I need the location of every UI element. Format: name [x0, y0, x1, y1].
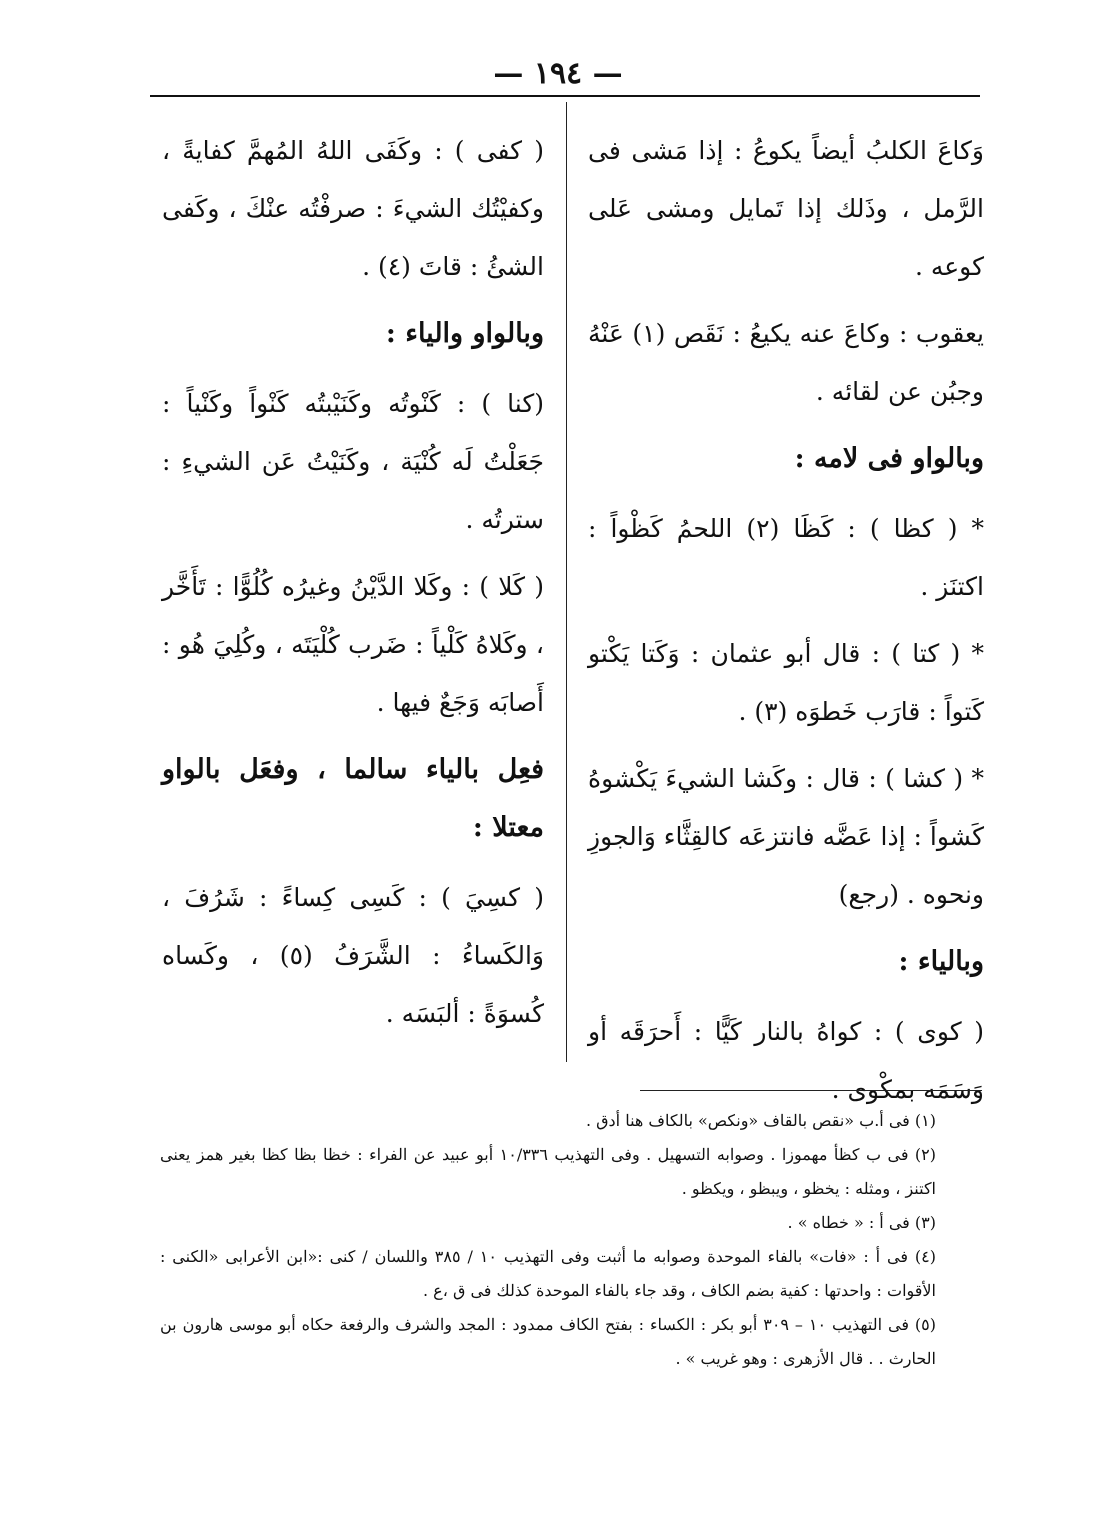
header-rule [150, 95, 980, 97]
column-divider [566, 102, 567, 1062]
entry-yaqub: يعقوب : وكاعَ عنه يكيعُ : نَقَص (١) عَنْهُ وجبُن عن لقائه . [588, 319, 984, 406]
footnote-rule [640, 1090, 982, 1091]
entry-kala: ( كَلا ) : وكَلا الدَّيْنُ وغيرُه كُلُوًّا : تَأَخَّر ، وكَلاهُ كَلْياً : ضَرب كُلْيَتَه ، وكُلِيَ هُو : أَصابَه وَجَعٌ فيها . [162, 572, 544, 717]
entry-kaza: * ( كظا ) : كَظَا (٢) اللحمُ كَظْواً : اكتنَز . [588, 514, 985, 601]
footnote-2: (٢) فى ب كظأ مهموزا . وصوابه التسهيل . وفى التهذيب ١٠/٣٣٦ أبو عبيد عن الفراء : خظا بظا كظا بغير همز يعنى اكتنز ، ومثله : يخظو ، ويبظو ، ويكظو . [160, 1145, 937, 1198]
entry-kawa: وَكاعَ الكلبُ أيضاً يكوعُ : إذا مَشى فى الرَّمل ، وذَلك إذا تَمايل ومشى عَلى كوعه . [588, 136, 984, 281]
entry-kata: * ( كتا ) : قال أبو عثمان : وَكَتا يَكْتو كَتواً : قارَب خَطوَه (٣) . [588, 639, 984, 726]
entry-kasiya: ( كسِيَ ) : كَسِى كِساءً : شَرُفَ ، وَالكَساءُ : الشَّرَفُ (٥) ، وكَساه كُسوَةً : ألبَسَه . [162, 883, 544, 1028]
page-number: — ١٩٤ — [493, 56, 623, 91]
section-heading-fail: فعِل بالياء سالما ، وفعَل بالواو معتلا : [162, 754, 544, 843]
right-column [588, 122, 984, 1128]
left-column [162, 122, 544, 1052]
entry-kawa-fire: ( كوى ) : كواهُ بالنار كَيًّا : أَحرَقَه أو وَسَمَه بمكْوى . [588, 1017, 984, 1104]
section-heading-waw-ya: وبالواو والياء : [385, 318, 544, 349]
footnote-3: (٣) فى أ : « خطاه » . [787, 1213, 936, 1232]
footnote-4: (٤) فى أ : «فات» بالفاء الموحدة وصوابه ما أثبت وفى التهذيب ١٠ / ٣٨٥ واللسان / كنى :«ابن الأعرابى «الكنى : الأقوات : واحدتها : كفية بضم الكاف ، وقد جاء بالفاء الموحدة كذلك فى ق ،ع . [160, 1247, 937, 1300]
entry-kasha: * ( كشا ) : قال : وكَشا الشيءَ يَكْشوهُ كَشواً : إذا عَضَّه فانتزعَه كالقِثَّاء وَالجوزِ ونحوه . (رجع) [588, 764, 984, 909]
footnote-5: (٥) فى التهذيب ١٠ – ٣٠٩ أبو بكر : الكساء : بفتح الكاف ممدود : المجد والشرف والرفعة حكاه أبو موسى هارون بن الحارث . . قال الأزهرى : وهو غريب » . [160, 1315, 937, 1368]
section-heading-waw-lam: وبالواو فى لامه : [794, 443, 984, 474]
footnote-1: (١) فى أ.ب «نقص بالقاف «ونكص» بالكاف هنا أدق . [585, 1111, 936, 1130]
section-heading-ya: وبالياء : [898, 946, 984, 977]
footnotes [160, 1104, 936, 1376]
entry-kana: (كنا ) : كَنْوتُه وكَنَيْبتُه كَنْواً وكَنْياً : جَعَلْتُ لَه كُنْيَة ، وكَنَيْتُ عَن الشيءِ : سترتُه . [162, 389, 544, 534]
entry-kafa: ( كفى ) : وكَفَى اللهُ المُهمَّ كفايةً ، وكفيْتُك الشيءَ : صرفْتُه عنْكَ ، وكَفى الشئُ : قاتَ (٤) . [162, 136, 544, 281]
